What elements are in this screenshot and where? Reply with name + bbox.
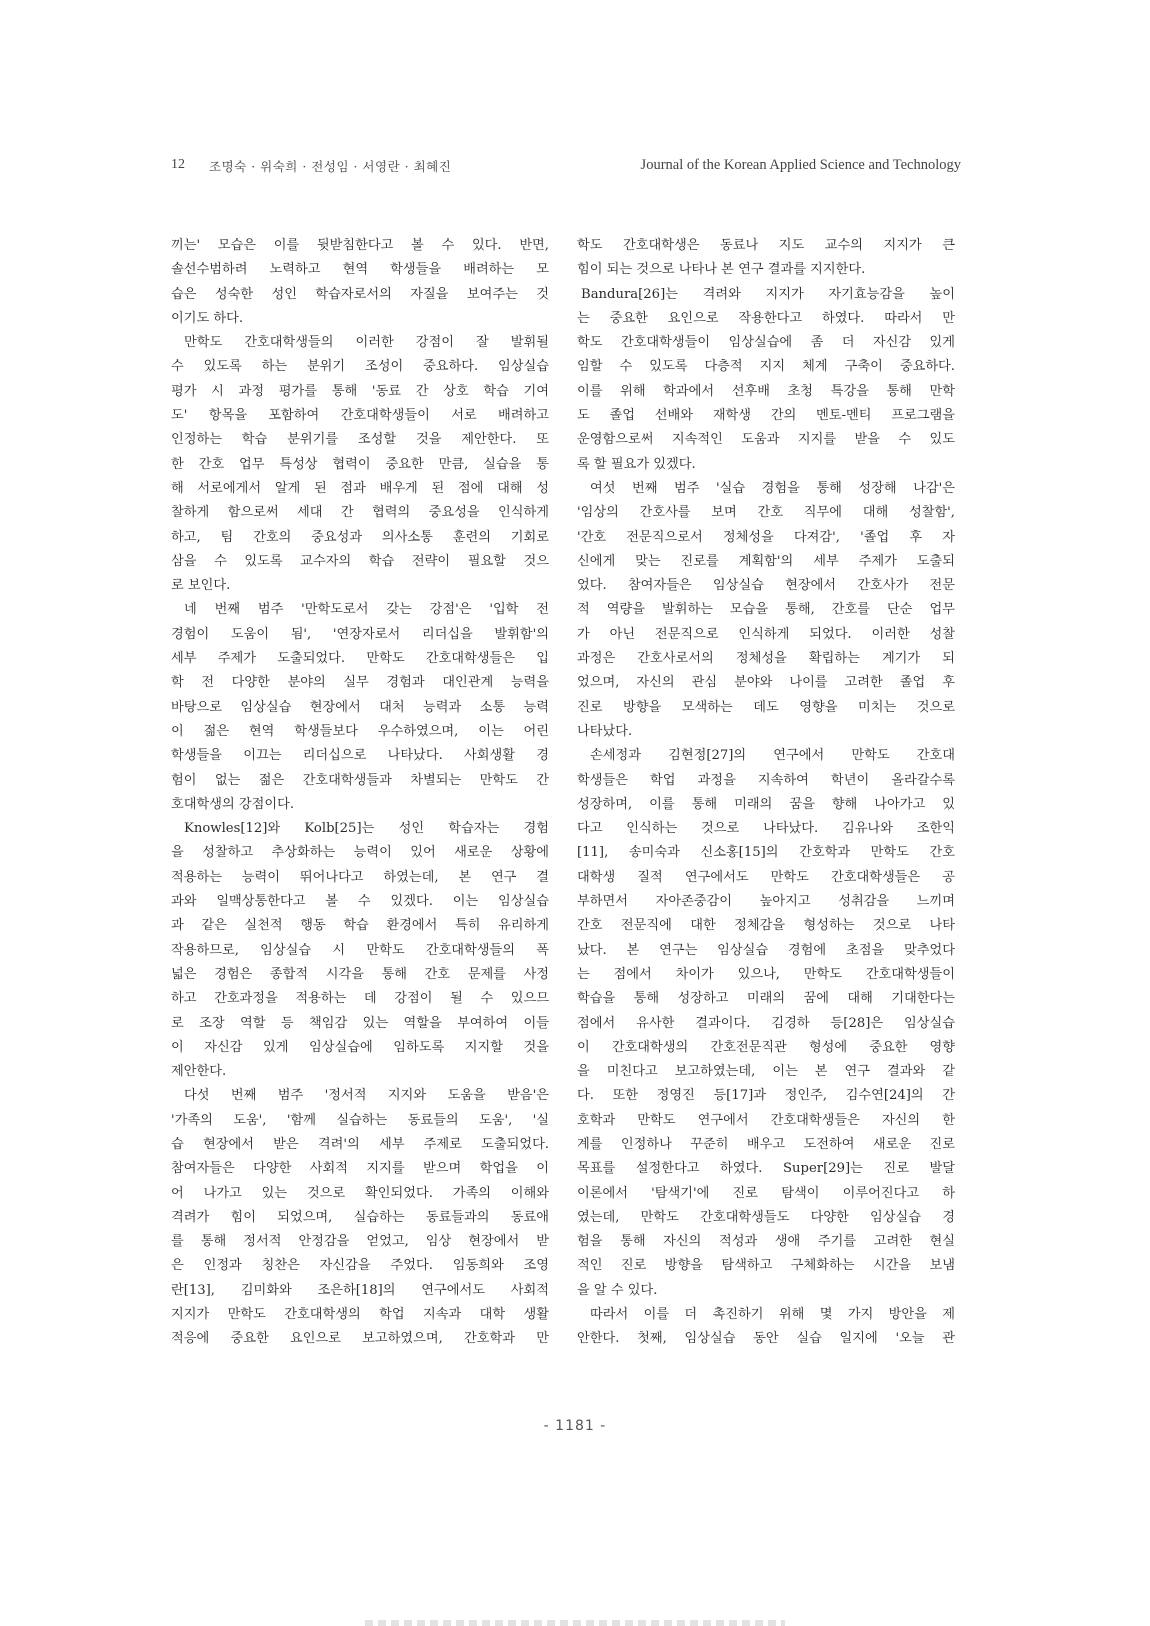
text-line: Knowles[12]와 Kolb[25]는 성인 학습자는 경험 — [184, 821, 549, 837]
text-line: 안한다. 첫째, 임상실습 동안 실습 일지에 '오늘 관 — [577, 1331, 955, 1347]
text-line: 이를 위해 학과에서 선후배 초청 특강을 통해 만학 — [577, 383, 955, 399]
text-line: 는 중요한 요인으로 작용한다고 하였다. 따라서 만 — [577, 310, 955, 326]
text-line: 적 역량을 발휘하는 모습을 통해, 간호를 단순 업무 — [577, 602, 955, 618]
text-line: 험이 없는 젊은 간호대학생들과 차별되는 만학도 간 — [171, 772, 549, 788]
text-line: 는 점에서 차이가 있으나, 만학도 간호대학생들이 — [577, 966, 955, 982]
text-line: 학도 간호대학생은 동료나 지도 교수의 지지가 큰 — [577, 238, 955, 253]
text-line: 습은 성숙한 성인 학습자로서의 자질을 보여주는 것 — [171, 286, 549, 302]
header-journal-title: Journal of the Korean Applied Science and Technology — [640, 157, 961, 173]
text-line: 로 보인다. — [171, 578, 231, 594]
text-line: 을 성찰하고 추상화하는 능력이 있어 새로운 상황에 — [171, 845, 549, 861]
text-line: [11], 송미숙과 신소홍[15]의 간호학과 만학도 간호 — [577, 845, 955, 861]
text-line: 었다. 참여자들은 임상실습 현장에서 간호사가 전문 — [577, 578, 955, 594]
text-line: 끼는' 모습은 이를 뒷받침한다고 볼 수 있다. 반면, — [171, 238, 549, 253]
text-line: 세부 주제가 도출되었다. 만학도 간호대학생들은 입 — [171, 651, 549, 667]
text-line: 바탕으로 임상실습 현장에서 대처 능력과 소통 능력 — [171, 699, 549, 715]
text-line: 를 통해 정서적 안정감을 얻었고, 임상 현장에서 받 — [171, 1234, 549, 1250]
text-line: 네 번째 범주 '만학도로서 갖는 강점'은 '입학 전 — [184, 602, 549, 618]
running-header — [171, 157, 961, 179]
text-line: 찰하게 함으로써 세대 간 협력의 중요성을 인식하게 — [171, 505, 549, 521]
text-line: 계를 인정하나 꾸준히 배우고 도전하여 새로운 진로 — [577, 1136, 955, 1152]
text-line: 손세정과 김현정[27]의 연구에서 만학도 간호대 — [590, 748, 955, 764]
text-line: 지지가 만학도 간호대학생의 학업 지속과 대학 생활 — [171, 1307, 549, 1323]
right-text-column — [577, 234, 955, 1352]
text-line: 간호 전문직에 대한 정체감을 형성하는 것으로 나타 — [577, 918, 955, 934]
text-line: Bandura[26]는 격려와 지지가 자기효능감을 높이 — [581, 286, 955, 302]
text-line: 제안한다. — [171, 1064, 227, 1080]
text-line: 다섯 번째 범주 '정서적 지지와 도움을 받음'은 — [184, 1088, 549, 1104]
text-line: 호학과 만학도 연구에서 간호대학생들은 자신의 한 — [577, 1112, 955, 1128]
text-line: 록 할 필요가 있겠다. — [577, 456, 696, 472]
text-line: 적용하는 능력이 뛰어나다고 하였는데, 본 연구 결 — [171, 869, 549, 885]
text-line: 평가 시 과정 평가를 통해 '동료 간 상호 학습 기여 — [171, 383, 549, 399]
text-line: 참여자들은 다양한 사회적 지지를 받으며 학업을 이 — [171, 1161, 549, 1177]
text-line: 넓은 경험은 종합적 시각을 통해 간호 문제를 사정 — [171, 966, 549, 982]
text-line: 적응에 중요한 요인으로 보고하였으며, 간호학과 만 — [171, 1331, 549, 1347]
text-line: 해 서로에게서 알게 된 점과 배우게 된 점에 대해 성 — [171, 480, 549, 496]
text-line: 학생들을 이끄는 리더십으로 나타났다. 사회생활 경 — [171, 748, 549, 764]
text-line: 험을 통해 자신의 적성과 생애 주기를 고려한 현실 — [577, 1234, 955, 1250]
text-line: 다. 또한 정영진 등[17]과 정인주, 김수연[24]의 간 — [577, 1088, 955, 1104]
text-line: 하고, 팀 간호의 중요성과 의사소통 훈련의 기회로 — [171, 529, 549, 545]
text-line: 이론에서 '탐색기'에 진로 탐색이 이루어진다고 하 — [577, 1185, 955, 1201]
text-line: 은 인정과 칭찬은 자신감을 주었다. 임동희와 조영 — [171, 1258, 549, 1274]
text-line: 삼을 수 있도록 교수자의 학습 전략이 필요할 것으 — [171, 553, 549, 569]
left-text-column — [171, 234, 549, 1352]
page-footer-number: - 1181 - — [543, 1418, 607, 1434]
text-line: 도' 항목을 포함하여 간호대학생들이 서로 배려하고 — [171, 408, 549, 424]
text-line: 과와 일맥상통한다고 볼 수 있겠다. 이는 임상실습 — [171, 894, 549, 910]
header-page-number: 12 — [171, 157, 185, 172]
text-line: 학생들은 학업 과정을 지속하여 학년이 올라갈수록 — [577, 772, 955, 788]
text-line: 만학도 간호대학생들의 이러한 강점이 잘 발휘될 — [184, 335, 549, 351]
text-line: 한 간호 업무 특성상 협력이 중요한 만큼, 실습을 통 — [171, 456, 549, 472]
text-line: 솔선수범하려 노력하고 현역 학생들을 배려하는 모 — [171, 262, 549, 278]
text-line: 여섯 번째 범주 '실습 경험을 통해 성장해 나감'은 — [590, 480, 955, 496]
text-line: 이기도 하다. — [171, 310, 244, 326]
text-line: 대학생 질적 연구에서도 만학도 간호대학생들은 공 — [577, 869, 955, 885]
text-line: 였는데, 만학도 간호대학생들도 다양한 임상실습 경 — [577, 1209, 955, 1225]
text-line: 하고 간호과정을 적용하는 데 강점이 될 수 있으므 — [171, 991, 549, 1007]
text-line: '가족의 도움', '함께 실습하는 동료들의 도움', '실 — [171, 1112, 549, 1128]
text-line: 임할 수 있도록 다층적 지지 체계 구축이 중요하다. — [577, 359, 955, 375]
text-line: 부하면서 자아존중감이 높아지고 성취감을 느끼며 — [577, 894, 955, 910]
text-line: 작용하므로, 임상실습 시 만학도 간호대학생들의 폭 — [171, 942, 549, 958]
text-line: 을 미친다고 보고하였는데, 이는 본 연구 결과와 같 — [577, 1064, 955, 1080]
text-line: 을 알 수 있다. — [577, 1282, 658, 1298]
text-line: 란[13], 김미화와 조은하[18]의 연구에서도 사회적 — [171, 1282, 549, 1298]
text-line: 나타났다. — [577, 723, 633, 739]
text-line: 진로 방향을 모색하는 데도 영향을 미치는 것으로 — [577, 699, 955, 715]
text-line: 신에게 맞는 진로를 계획함'의 세부 주제가 도출되 — [577, 553, 955, 569]
text-line: 었으며, 자신의 관심 분야와 나이를 고려한 졸업 후 — [577, 675, 955, 691]
text-line: 운영함으로써 지속적인 도움과 지지를 받을 수 있도 — [577, 432, 955, 448]
text-line: 격려가 힘이 되었으며, 실습하는 동료들과의 동료애 — [171, 1209, 549, 1225]
text-line: 이 간호대학생의 간호전문직관 형성에 중요한 영향 — [577, 1039, 955, 1055]
text-line: 났다. 본 연구는 임상실습 경험에 초점을 맞추었다 — [577, 942, 955, 958]
text-line: 이 자신감 있게 임상실습에 임하도록 지지할 것을 — [171, 1039, 549, 1055]
text-line: '간호 전문직으로서 정체성을 다져감', '졸업 후 자 — [577, 529, 955, 545]
text-line: 힘이 되는 것으로 나타나 본 연구 결과를 지지한다. — [577, 262, 866, 278]
text-line: 가 아닌 전문직으로 인식하게 되었다. 이러한 성찰 — [577, 626, 955, 642]
text-line: 과 같은 실천적 행동 학습 환경에서 특히 유리하게 — [171, 918, 549, 934]
text-line: 도 졸업 선배와 재학생 간의 멘토-멘티 프로그램을 — [577, 408, 955, 424]
text-line: '임상의 간호사를 보며 간호 직무에 대해 성찰함', — [577, 505, 955, 521]
text-line: 학도 간호대학생들이 임상실습에 좀 더 자신감 있게 — [577, 335, 955, 351]
text-line: 호대학생의 강점이다. — [171, 796, 295, 812]
text-line: 습 현장에서 받은 격려'의 세부 주제로 도출되었다. — [171, 1136, 549, 1152]
text-line: 적인 진로 방향을 탐색하고 구체화하는 시간을 보냄 — [577, 1258, 955, 1274]
text-line: 이 젊은 현역 학생들보다 우수하였으며, 이는 어린 — [171, 723, 549, 739]
header-authors: 조명숙 · 위숙희 · 전성임 · 서영란 · 최혜진 — [209, 159, 452, 174]
text-line: 수 있도록 하는 분위기 조성이 중요하다. 임상실습 — [171, 359, 549, 375]
text-line: 과정은 간호사로서의 정체성을 확립하는 계기가 되 — [577, 651, 955, 667]
text-line: 어 나가고 있는 것으로 확인되었다. 가족의 이해와 — [171, 1185, 549, 1201]
text-line: 다고 인식하는 것으로 나타났다. 김유나와 조한익 — [577, 821, 955, 837]
text-line: 인정하는 학습 분위기를 조성할 것을 제안한다. 또 — [171, 432, 549, 448]
text-line: 점에서 유사한 결과이다. 김경하 등[28]은 임상실습 — [577, 1015, 955, 1031]
text-line: 목표를 설정한다고 하였다. Super[29]는 진로 발달 — [577, 1161, 955, 1177]
text-line: 로 조장 역할 등 책임감 있는 역할을 부여하여 이들 — [171, 1015, 549, 1031]
text-line: 따라서 이를 더 촉진하기 위해 몇 가지 방안을 제 — [590, 1307, 955, 1323]
text-line: 경험이 도움이 됨', '연장자로서 리더십을 발휘함'의 — [171, 626, 549, 642]
text-line: 성장하며, 이를 통해 미래의 꿈을 향해 나아가고 있 — [577, 796, 955, 812]
next-page-cutoff-text — [365, 1620, 785, 1626]
text-line: 학습을 통해 성장하고 미래의 꿈에 대해 기대한다는 — [577, 991, 955, 1007]
text-line: 학 전 다양한 분야의 실무 경험과 대인관계 능력을 — [171, 675, 549, 691]
